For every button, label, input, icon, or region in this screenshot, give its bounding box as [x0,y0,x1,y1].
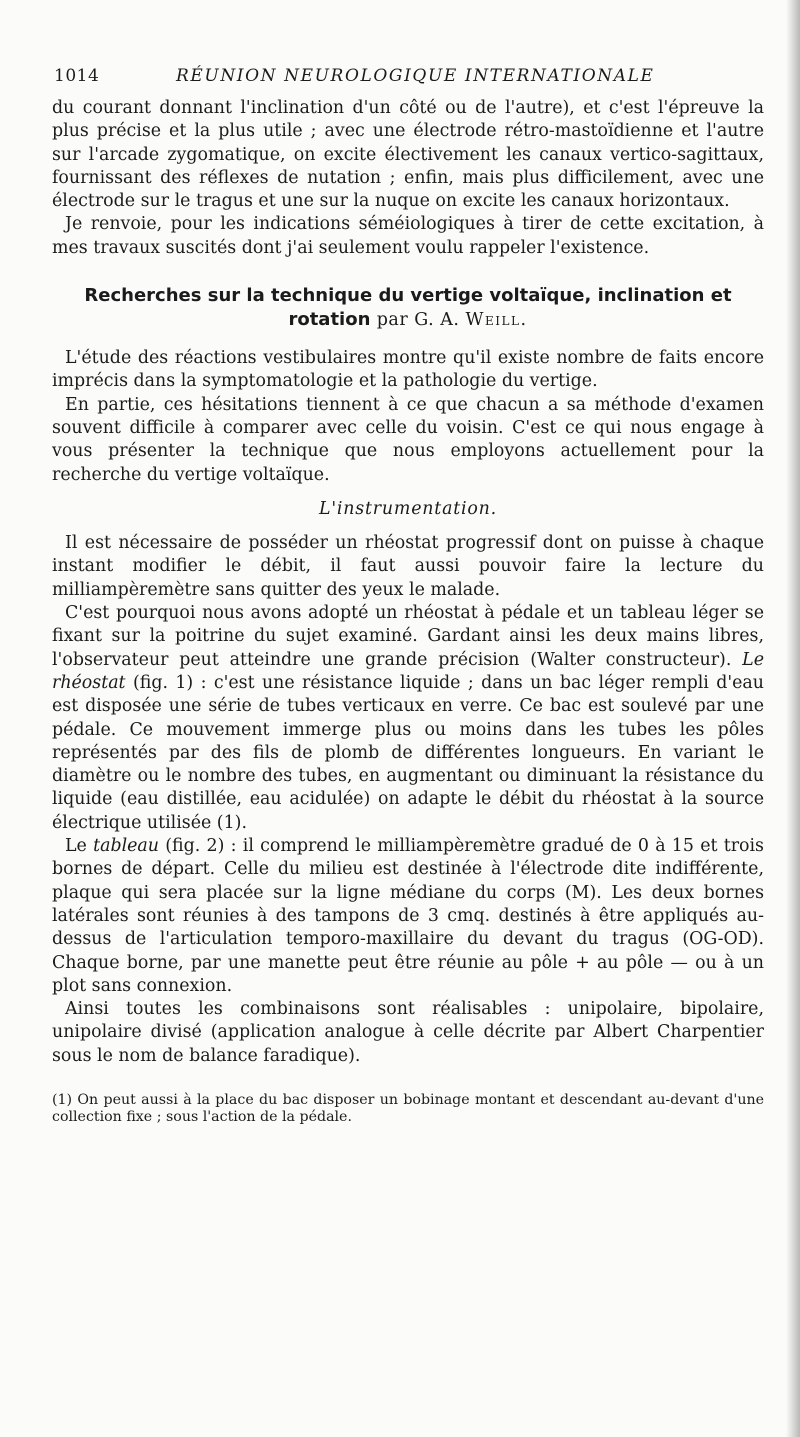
author-name: Weill. [465,310,528,331]
continuation-paragraph: du courant donnant l'inclination d'un côté ou de l'autre), et c'est l'épreuve la plus précise et la plus utile ; avec une électrode rétro-mastoïdienne et l'autre sur l'arcade zygomatique, on excite électivement les canaux vertico-sagittaux, fournissant des réflexes de nutation ; enfin, mais plus difficilement, avec une électrode sur le tragus et une sur la nuque on excite les canaux horizontaux. [52,98,764,212]
body-paragraph: Il est nécessaire de posséder un rhéostat progressif dont on puisse à chaque instant modifier le débit, il faut aussi pouvoir faire la lecture du milliampèremètre sans quitter des yeux le malade. [52,533,764,600]
text-run: (fig. 1) : c'est une résistance liquide ; dans un bac léger rempli d'eau est disposée une série de tubes verticaux en verre. Ce bac est soulevé par une pédale. Ce mouvement immerge plus ou moins dans les tubes les pôles représentés par des fils de plomb de différentes longueurs. En variant le diamètre ou le nombre des tubes, en augmentant ou diminuant la résistance du liquide (eau distillée, eau acidulée) on adapte le débit du rhéostat à la source électrique utilisée (1). [52,672,764,833]
main-text [52,97,764,1126]
body-paragraph: Ainsi toutes les combinaisons sont réalisables : unipolaire, bipolaire, unipolaire divisé (application analogue à celle décrite par Albert Charpentier sous le nom de balance faradique). [52,999,764,1066]
text-run: (fig. 2) : il comprend le milliampèremètre gradué de 0 à 15 et trois bornes de départ. Celle du milieu est destinée à l'électrode dite indifférente, plaque qui sera placée sur la ligne médiane du corps (M). Les deux bornes latérales sont réunies à des tampons de 3 cmq. destinés à être appliqués au-dessus de l'articulation temporo-maxillaire du devant du tragus (OG-OD). Chaque borne, par une manette peut être réunie au pôle + au pôle — ou à un plot sans connexion. [52,836,764,996]
section-heading: L'instrumentation. [318,498,497,519]
emphasis-rheostat: Le rhéostat [52,649,765,693]
footnote-text: (1) On peut aussi à la place du bac disposer un bobinage montant et descendant au-devant d'une collection fixe ; sous l'action de la pédale. [52,1091,764,1125]
byline-par: par [376,310,409,331]
continuation-paragraph: Je renvoie, pour les indications séméiologiques à tirer de cette excitation, à mes travaux suscités dont j'ai seulement voulu rappeler l'existence. [52,214,764,258]
page-edge-shadow [786,0,800,1437]
text-run: Le [65,836,87,857]
body-paragraph: L'étude des réactions vestibulaires montre qu'il existe nombre de faits encore imprécis dans la symptomatologie et la pathologie du vertige. [52,348,764,392]
footnote [52,1092,764,1126]
body-paragraph [52,835,764,998]
text-run: C'est pourquoi nous avons adopté un rhéostat à pédale et un tableau léger se fixant sur la poitrine du sujet examiné. Gardant ainsi les deux mains libres, l'observateur peut atteindre une grande précision (Walter constructeur). [52,603,764,670]
running-head [54,64,754,88]
emphasis-tableau: tableau [93,836,160,857]
page-number: 1014 [54,66,100,86]
article-title-text: Recherches sur la technique du vertige voltaïque, inclination et rotation [84,285,732,331]
body-paragraph [52,602,764,835]
author-byline [377,310,528,330]
running-title: RÉUNION NEUROLOGIQUE INTERNATIONALE [176,66,655,86]
article-title [52,284,764,332]
author-initials: G. A. [414,310,460,331]
body-paragraph: En partie, ces hésitations tiennent à ce que chacun a sa méthode d'examen souvent difficile à comparer avec celle du voisin. C'est ce qui nous engage à vous présenter la technique que nous employons actuellement pour la recherche du vertige voltaïque. [52,394,764,485]
